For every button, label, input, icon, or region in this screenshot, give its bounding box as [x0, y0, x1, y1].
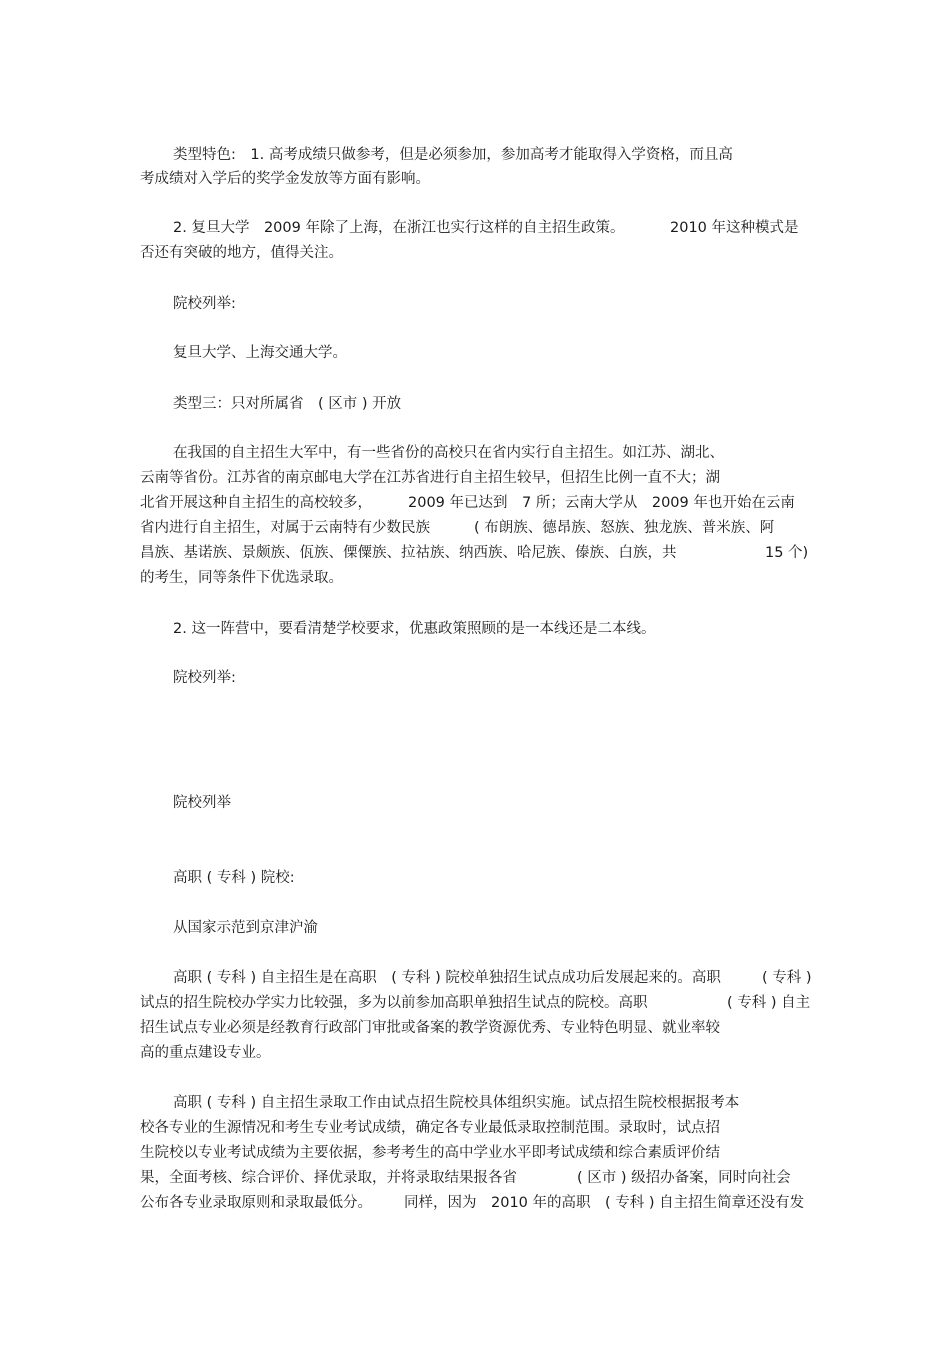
text-line: 北省开展这种自主招生的高校较多， — [140, 495, 372, 511]
text-line: 公布各专业录取原则和录取最低分。 — [140, 1195, 372, 1211]
text-line: 从国家示范到京津沪渝 — [173, 920, 318, 936]
text-line: 云南等省份。江苏省的南京邮电大学在江苏省进行自主招生较早，但招生比例一直不大；湖 — [140, 470, 720, 486]
text-line: 类型特色: 1. 高考成绩只做参考，但是必须参加，参加高考才能取得入学资格，而且高 — [173, 147, 733, 163]
text-line: 15 个) — [765, 545, 809, 561]
text-line: 省内进行自主招生，对属于云南特有少数民族 — [140, 520, 430, 536]
text-line: 校各专业的生源情况和考生专业考试成绩，确定各专业最低录取控制范围。录取时，试点招 — [140, 1120, 720, 1136]
text-line: ( 区市 ) 级招办备案，同时向社会 — [577, 1170, 791, 1186]
text-line: 2. 这一阵营中，要看清楚学校要求，优惠政策照顾的是一本线还是二本线。 — [173, 621, 656, 637]
text-line: 2009 年已达到 7 所；云南大学从 2009 年也开始在云南 — [408, 495, 795, 511]
text-line: 2010 年这种模式是 — [670, 220, 799, 236]
text-line: 院校列举 — [173, 795, 231, 811]
text-line: 复旦大学、上海交通大学。 — [173, 345, 347, 361]
text-line: 的考生，同等条件下优选录取。 — [140, 570, 343, 586]
text-line: 类型三：只对所属省 ( 区市 ) 开放 — [173, 396, 402, 412]
text-line: 高职 ( 专科 ) 自主招生录取工作由试点招生院校具体组织实施。试点招生院校根据报考本 — [173, 1095, 740, 1111]
text-line: 昌族、基诺族、景颇族、佤族、傈僳族、拉祜族、纳西族、哈尼族、傣族、白族，共 — [140, 545, 677, 561]
text-line: ( 专科 ) 自主 — [727, 995, 811, 1011]
text-line: 院校列举: — [173, 670, 236, 686]
text-line: 果，全面考核、综合评价、择优录取，并将录取结果报各省 — [140, 1170, 517, 1186]
text-line: 高职 ( 专科 ) 院校: — [173, 870, 295, 886]
text-line: 院校列举: — [173, 296, 236, 312]
text-line: 在我国的自主招生大军中，有一些省份的高校只在省内实行自主招生。如江苏、湖北、 — [173, 445, 724, 461]
text-line: 高的重点建设专业。 — [140, 1045, 271, 1061]
text-line: 生院校以专业考试成绩为主要依据，参考考生的高中学业水平即考试成绩和综合素质评价结 — [140, 1145, 720, 1161]
text-line: ( 专科 ) — [762, 970, 812, 986]
text-line: ( 布朗族、德昂族、怒族、独龙族、普米族、阿 — [474, 520, 775, 536]
text-line: 考成绩对入学后的奖学金发放等方面有影响。 — [140, 171, 430, 187]
text-line: 招生试点专业必须是经教育行政部门审批或备案的教学资源优秀、专业特色明显、就业率较 — [140, 1020, 720, 1036]
text-line: 否还有突破的地方，值得关注。 — [140, 245, 343, 261]
text-line: 同样，因为 2010 年的高职 ( 专科 ) 自主招生简章还没有发 — [404, 1195, 805, 1211]
text-line: 2. 复旦大学 2009 年除了上海，在浙江也实行这样的自主招生政策。 — [173, 220, 625, 236]
text-line: 高职 ( 专科 ) 自主招生是在高职 ( 专科 ) 院校单独招生试点成功后发展起来的。高职 — [173, 970, 721, 986]
text-line: 试点的招生院校办学实力比较强，多为以前参加高职单独招生试点的院校。高职 — [140, 995, 648, 1011]
